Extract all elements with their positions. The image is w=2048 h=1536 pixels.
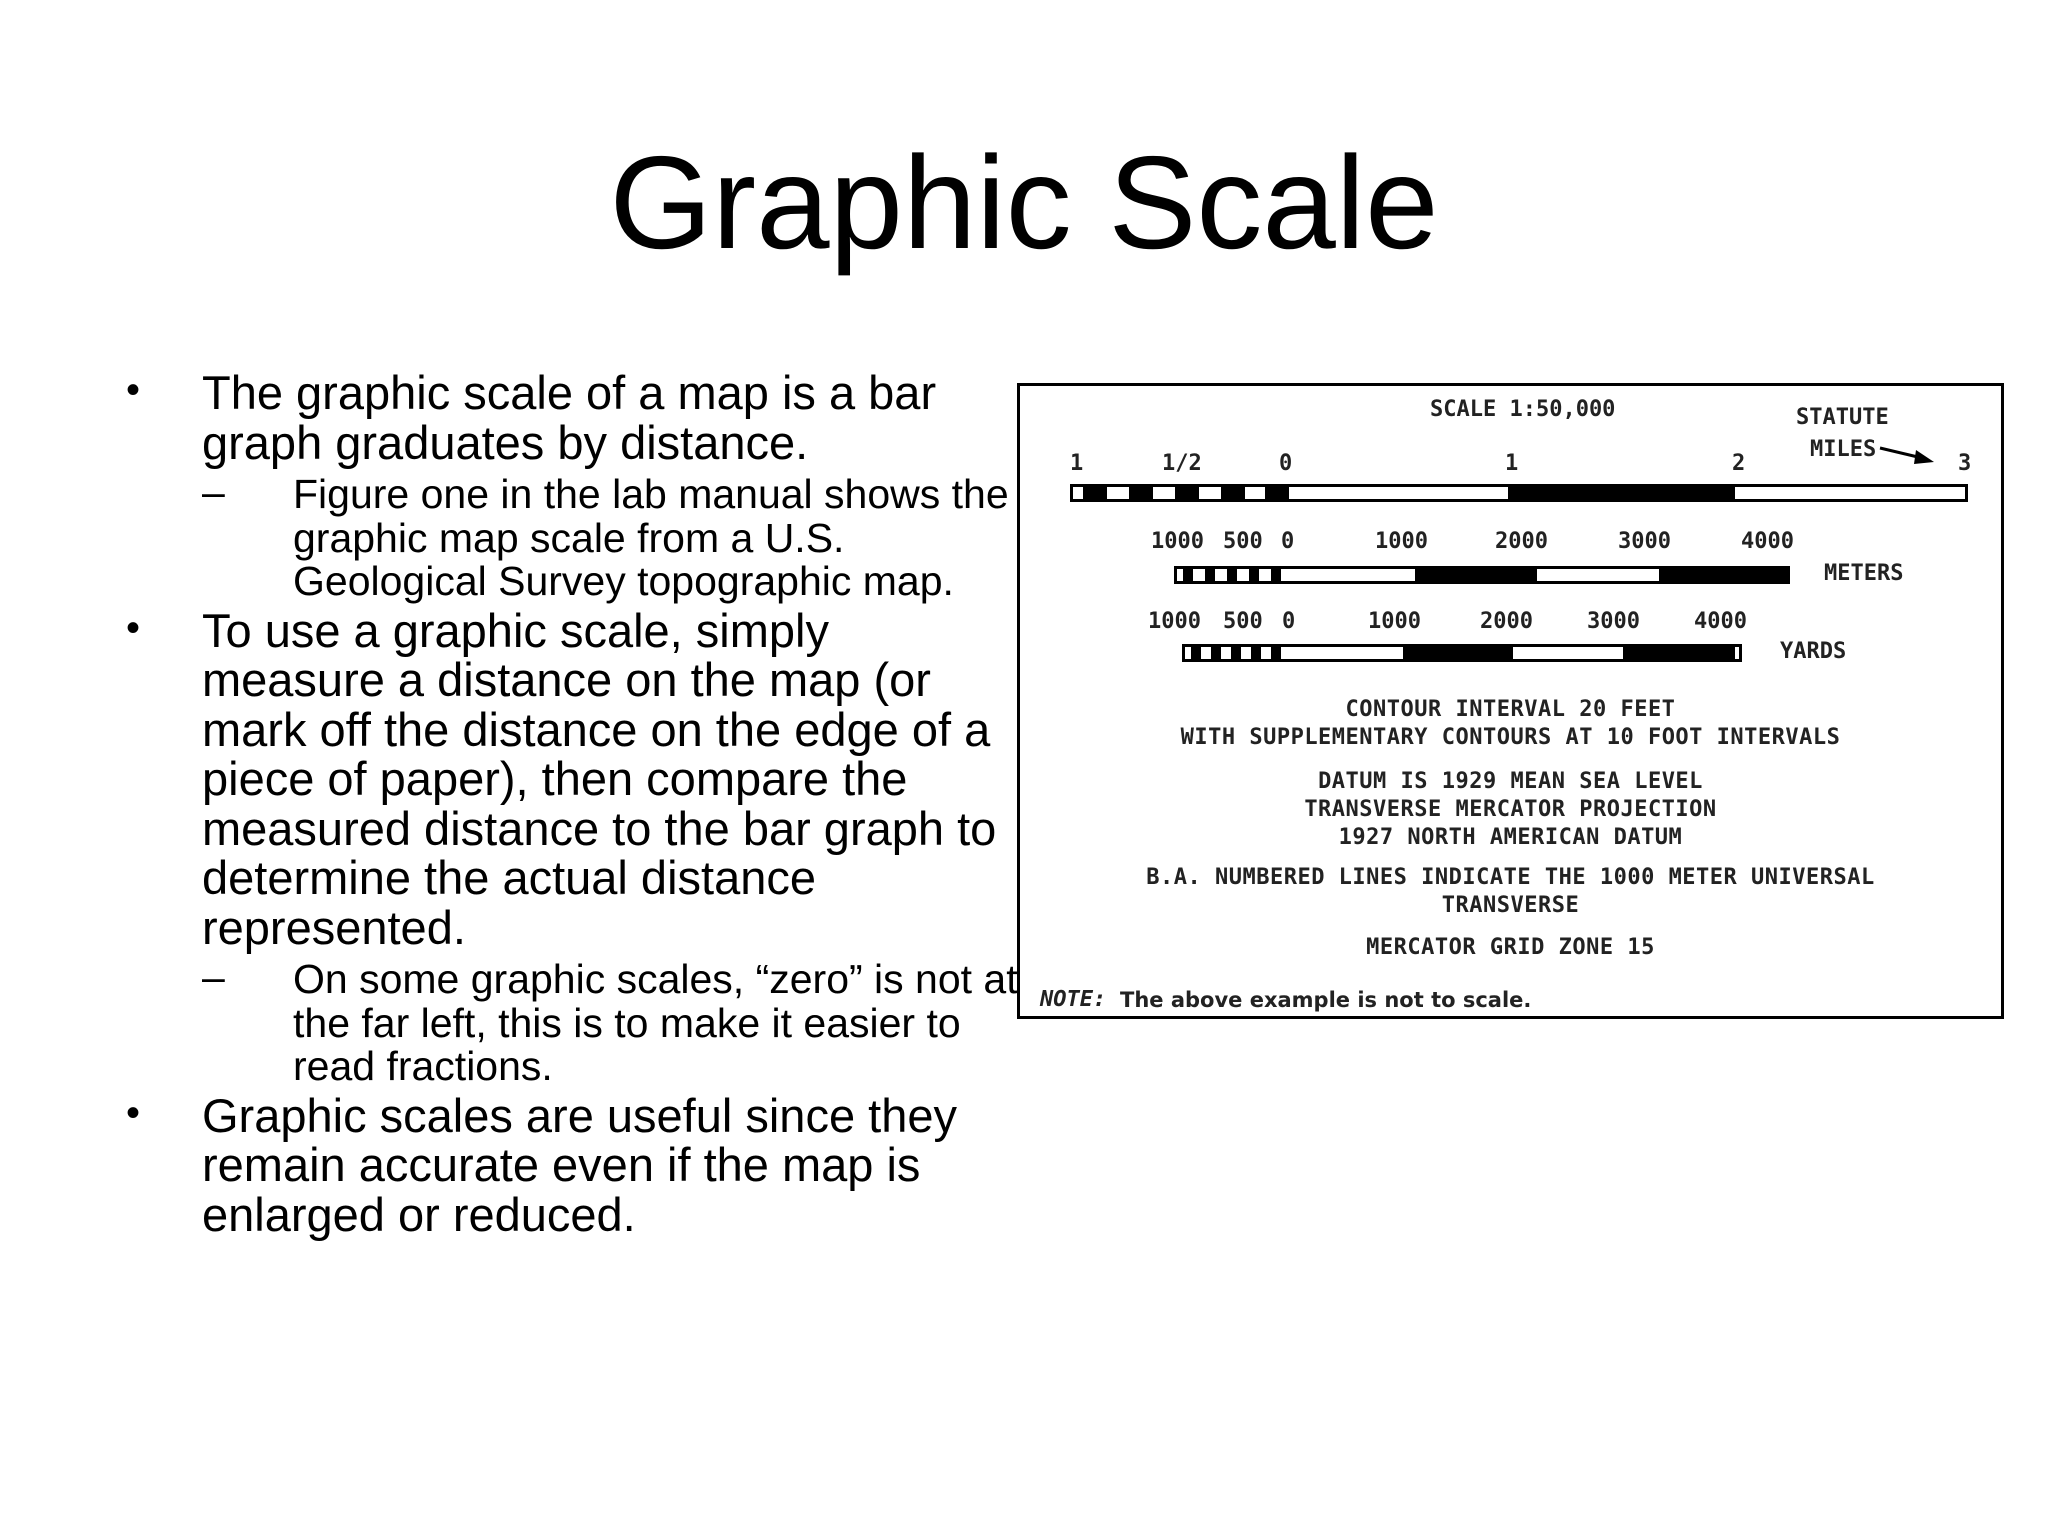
- bar-segment: [1183, 569, 1193, 581]
- bar-segment: [1508, 487, 1735, 499]
- figure-line: TRANSVERSE MERCATOR PROJECTION: [1304, 797, 1717, 822]
- meters-tick: 4000: [1741, 529, 1794, 554]
- bar-segment: [1191, 647, 1201, 659]
- figure-line: DATUM IS 1929 MEAN SEA LEVEL: [1318, 769, 1703, 794]
- miles-scale-bar: [1070, 484, 1968, 502]
- meters-tick: 1000: [1151, 529, 1204, 554]
- note-label: NOTE:: [1040, 987, 1107, 1012]
- miles-tick: 3: [1958, 451, 1972, 476]
- miles-tick: 1: [1505, 451, 1519, 476]
- bar-segment: [1251, 647, 1261, 659]
- sub-bullet-text: On some graphic scales, “zero” is not at the far left, this is to make it easier to read fractions.: [293, 956, 1018, 1089]
- figure-line: WITH SUPPLEMENTARY CONTOURS AT 10 FOOT INTERVALS: [1180, 725, 1841, 750]
- sub-bullet-item: [202, 954, 1018, 1089]
- meters-tick: 500: [1223, 529, 1263, 554]
- bullet-dot: •: [126, 1090, 141, 1135]
- slide-title: Graphic Scale: [609, 129, 1439, 276]
- arrow-icon: [1878, 440, 1936, 466]
- bullet-item: [118, 603, 1018, 954]
- miles-label: MILES: [1810, 437, 1877, 462]
- bar-segment: [1211, 647, 1221, 659]
- miles-tick: 1/2: [1162, 451, 1202, 476]
- bullet-dot: •: [126, 605, 141, 650]
- bar-segment: [1175, 487, 1199, 499]
- yards-tick: 3000: [1587, 609, 1640, 634]
- meters-tick: 1000: [1375, 529, 1428, 554]
- yards-tick: 500: [1223, 609, 1263, 634]
- yards-tick: 2000: [1480, 609, 1533, 634]
- sub-bullet-item: [202, 469, 1018, 604]
- sub-bullet-text: Figure one in the lab manual shows the graphic map scale from a U.S. Geological Survey topographic map.: [293, 471, 1009, 604]
- bar-segment: [1623, 647, 1735, 659]
- yards-tick: 1000: [1368, 609, 1421, 634]
- miles-tick: 1: [1070, 451, 1084, 476]
- bar-segment: [1083, 487, 1107, 499]
- bullet-dot: •: [126, 368, 141, 412]
- bar-segment: [1129, 487, 1153, 499]
- yards-scale-bar: [1182, 644, 1742, 662]
- statute-label: STATUTE: [1796, 405, 1889, 430]
- sub-bullet-dash: –: [202, 469, 225, 515]
- bar-segment: [1403, 647, 1513, 659]
- figure-line: MERCATOR GRID ZONE 15: [1366, 935, 1655, 960]
- bar-segment: [1227, 569, 1237, 581]
- yards-tick: 4000: [1694, 609, 1747, 634]
- graphic-scale-figure: [1017, 383, 2004, 1019]
- bar-segment: [1249, 569, 1259, 581]
- figure-line: B.A. NUMBERED LINES INDICATE THE 1000 METER UNIVERSAL: [1146, 865, 1875, 890]
- yards-unit-label: YARDS: [1780, 639, 1847, 664]
- bar-segment: [1221, 487, 1245, 499]
- bar-segment: [1205, 569, 1215, 581]
- bar-segment: [1415, 569, 1537, 581]
- bullet-text: Graphic scales are useful since they remain accurate even if the map is enlarged or reduced.: [202, 1088, 957, 1241]
- meters-tick: 2000: [1495, 529, 1548, 554]
- bar-segment: [1271, 569, 1281, 581]
- figure-line: 1927 NORTH AMERICAN DATUM: [1338, 825, 1683, 850]
- miles-tick: 0: [1279, 451, 1293, 476]
- meters-tick: 0: [1281, 529, 1295, 554]
- meters-unit-label: METERS: [1824, 561, 1904, 586]
- bar-segment: [1659, 569, 1787, 581]
- bar-segment: [1231, 647, 1241, 659]
- yards-tick: 0: [1282, 609, 1296, 634]
- bullet-text: To use a graphic scale, simply measure a distance on the map (or mark off the distance on the edge of a piece of paper), then compare the measured distance to the bar graph to determine the actual distance represented.: [202, 603, 997, 954]
- bar-segment: [1271, 647, 1281, 659]
- meters-tick: 3000: [1618, 529, 1671, 554]
- bullet-list: [118, 366, 1018, 1239]
- sub-bullet-dash: –: [202, 954, 225, 1000]
- figure-line: TRANSVERSE: [1441, 893, 1580, 918]
- miles-tick: 2: [1732, 451, 1746, 476]
- bar-segment: [1265, 487, 1289, 499]
- yards-tick: 1000: [1148, 609, 1201, 634]
- note-text: The above example is not to scale.: [1120, 988, 1532, 1012]
- figure-line: CONTOUR INTERVAL 20 FEET: [1345, 697, 1676, 722]
- bullet-item: [118, 1088, 1018, 1241]
- meters-scale-bar: [1174, 566, 1790, 584]
- bullet-text: The graphic scale of a map is a bar graph graduates by distance.: [202, 366, 937, 469]
- scale-ratio-label: SCALE 1:50,000: [1430, 397, 1616, 422]
- bullet-item: [118, 368, 1018, 467]
